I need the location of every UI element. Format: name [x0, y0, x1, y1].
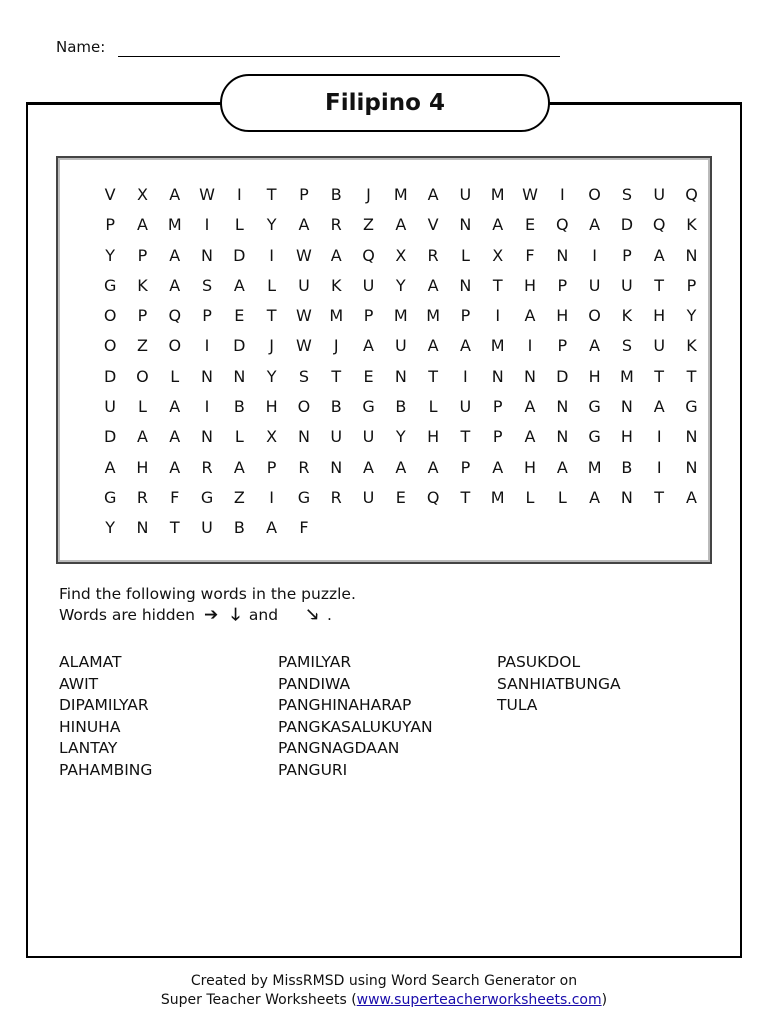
grid-cell: P — [137, 245, 148, 265]
grid-cell: W — [522, 185, 538, 204]
grid-cell: N — [620, 487, 633, 507]
grid-cell: N — [233, 366, 246, 386]
grid-cell: T — [266, 306, 277, 326]
grid-cell: K — [137, 275, 148, 295]
grid-cell: T — [654, 366, 665, 386]
grid-cell: Y — [266, 366, 277, 386]
grid-cell: K — [621, 306, 633, 326]
grid-cell: F — [525, 245, 535, 265]
grid-cell: B — [621, 457, 633, 477]
grid-cell: A — [266, 518, 278, 538]
word-item: PASUKDOL — [497, 653, 581, 671]
grid-cell: H — [588, 366, 601, 386]
word-list-column-3 — [497, 652, 621, 717]
grid-cell: A — [427, 275, 439, 295]
grid-cell: E — [234, 306, 245, 326]
grid-cell: Z — [233, 487, 245, 507]
grid-cell: A — [524, 427, 536, 447]
grid-cell: O — [588, 306, 601, 326]
word-item: SANHIATBUNGA — [497, 674, 621, 693]
grid-cell: N — [556, 245, 569, 265]
grid-cell: I — [527, 336, 533, 356]
grid-cell: O — [168, 336, 182, 356]
grid-cell: N — [201, 427, 214, 447]
grid-cell: N — [556, 427, 569, 447]
grid-cell: Q — [685, 185, 698, 204]
grid-cell: A — [169, 427, 181, 447]
grid-cell: A — [427, 185, 439, 204]
grid-cell: A — [169, 245, 181, 265]
word-item: HINUHA — [59, 717, 121, 736]
grid-cell: U — [459, 185, 472, 204]
grid-cell: T — [654, 275, 665, 295]
grid-cell: A — [169, 397, 181, 417]
grid-cell: A — [363, 336, 374, 356]
grid-cell: N — [330, 457, 343, 477]
grid-cell: W — [296, 306, 312, 326]
grid-cell: E — [363, 366, 374, 386]
word-item: PANGNAGDAAN — [278, 739, 400, 757]
grid-cell: N — [136, 518, 149, 538]
grid-cell: O — [297, 397, 311, 417]
grid-cell: H — [523, 457, 537, 477]
word-item: ALAMAT — [59, 653, 122, 671]
grid-cell: U — [201, 518, 213, 538]
grid-cell: M — [587, 457, 602, 477]
grid-cell: B — [233, 518, 245, 538]
word-item: LANTAY — [59, 739, 118, 757]
grid-cell: G — [200, 487, 214, 507]
grid-cell: A — [169, 185, 181, 204]
grid-cell: A — [233, 275, 245, 295]
grid-cell: U — [104, 397, 116, 417]
grid-cell: A — [524, 306, 536, 326]
grid-cell: X — [136, 185, 148, 204]
grid-cell: N — [620, 397, 633, 417]
grid-cell: Q — [426, 487, 440, 507]
title-banner — [220, 74, 550, 132]
grid-cell: U — [653, 336, 666, 356]
grid-cell: A — [363, 457, 374, 477]
grid-cell: U — [588, 275, 601, 295]
instructions-and: and — [248, 606, 279, 624]
grid-cell: T — [654, 487, 665, 507]
grid-cell: H — [523, 275, 537, 295]
grid-cell: T — [169, 518, 180, 538]
grid-cell: N — [201, 245, 214, 265]
grid-cell: U — [394, 336, 407, 356]
footer-line-2 — [0, 991, 768, 1010]
grid-cell: E — [395, 487, 406, 507]
grid-cell: P — [492, 427, 503, 447]
grid-cell: X — [266, 427, 278, 447]
grid-cell: I — [269, 487, 274, 507]
grid-cell: M — [490, 185, 505, 204]
grid-cell: K — [330, 275, 342, 295]
grid-cell: A — [395, 457, 407, 477]
grid-cell: L — [170, 366, 180, 386]
grid-cell: Q — [652, 215, 666, 235]
word-list-column-1 — [59, 652, 152, 781]
grid-cell: Y — [105, 518, 116, 538]
grid-cell: H — [427, 427, 440, 447]
grid-cell: U — [362, 275, 375, 295]
word-item: PANDIWA — [278, 674, 351, 693]
grid-cell: P — [266, 457, 277, 477]
grid-cell: N — [685, 457, 698, 477]
grid-cell: A — [459, 336, 471, 356]
grid-cell: R — [298, 457, 310, 477]
grid-cell: H — [653, 306, 666, 326]
grid-cell: A — [427, 457, 439, 477]
grid-cell: D — [233, 245, 246, 265]
grid-cell: X — [492, 245, 504, 265]
grid-cell: S — [621, 185, 632, 204]
grid-cell: U — [362, 487, 375, 507]
grid-cell: O — [136, 366, 149, 386]
grid-cell: M — [490, 336, 505, 356]
grid-cell: P — [460, 457, 471, 477]
grid-cell: T — [492, 275, 503, 295]
grid-cell: G — [588, 397, 601, 417]
grid-cell: A — [427, 336, 439, 356]
arrow-right-icon: ➔ — [203, 605, 219, 625]
grid-cell: A — [524, 397, 536, 417]
grid-cell: D — [103, 427, 117, 447]
grid-cell: Y — [395, 427, 406, 447]
instructions-prefix: Words are hidden — [59, 606, 196, 624]
grid-cell: G — [103, 275, 117, 295]
name-underline — [118, 56, 560, 57]
grid-cell: I — [236, 185, 242, 204]
footer-prefix: Super Teacher Worksheets ( — [160, 992, 357, 1008]
grid-cell: L — [557, 487, 567, 507]
grid-cell: T — [331, 366, 342, 386]
grid-cell: N — [524, 366, 536, 386]
grid-cell: V — [427, 215, 439, 235]
grid-cell: U — [459, 397, 472, 417]
grid-cell: P — [460, 306, 471, 326]
arrow-down-icon: 🡓 — [231, 605, 240, 625]
grid-cell: O — [103, 306, 117, 326]
word-item: PAMILYAR — [278, 653, 352, 671]
grid-cell: Y — [395, 275, 406, 295]
grid-cell: J — [269, 336, 274, 356]
grid-cell: P — [363, 306, 374, 326]
grid-cell: N — [297, 427, 310, 447]
grid-cell: F — [170, 487, 180, 507]
grid-cell: N — [685, 427, 698, 447]
grid-cell: N — [394, 366, 407, 386]
grid-cell: E — [524, 215, 536, 235]
grid-cell: L — [137, 397, 147, 417]
grid-cell: I — [204, 215, 210, 235]
footer — [0, 972, 768, 1010]
grid-cell: A — [556, 457, 568, 477]
grid-cell: O — [103, 336, 117, 356]
grid-cell: W — [199, 185, 215, 204]
grid-cell: I — [495, 306, 501, 326]
grid-cell: P — [202, 306, 212, 326]
grid-cell: G — [362, 397, 375, 417]
instructions-line-1: Find the following words in the puzzle. — [59, 585, 356, 603]
grid-cell: Y — [266, 215, 277, 235]
grid-cell: M — [167, 215, 182, 235]
grid-cell: P — [622, 245, 632, 265]
grid-cell: N — [201, 366, 214, 386]
grid-cell: W — [296, 336, 312, 356]
grid-cell: A — [233, 457, 245, 477]
grid-cell: K — [686, 215, 697, 235]
instructions-line-2 — [59, 605, 356, 626]
grid-cell: H — [556, 306, 569, 326]
grid-cell: I — [656, 427, 662, 447]
grid-cell: R — [136, 487, 148, 507]
footer-link[interactable]: www.superteacherworksheets.com — [356, 992, 602, 1008]
grid-cell: R — [427, 245, 439, 265]
grid-cell: I — [204, 336, 210, 356]
footer-suffix: ) — [601, 992, 608, 1008]
grid-cell: P — [299, 185, 309, 204]
grid-cell: S — [201, 275, 213, 295]
grid-cell: J — [333, 336, 339, 356]
grid-cell: D — [556, 366, 569, 386]
grid-cell: P — [105, 215, 115, 235]
grid-cell: Q — [168, 306, 182, 326]
instructions-period: . — [326, 606, 332, 624]
word-item: PAHAMBING — [59, 760, 153, 779]
word-search-grid — [94, 180, 708, 544]
grid-cell: B — [233, 397, 245, 417]
grid-cell: L — [267, 275, 277, 295]
grid-cell: A — [589, 336, 601, 356]
word-item: PANGURI — [278, 760, 348, 779]
page-title: Filipino 4 — [325, 90, 445, 116]
grid-cell: P — [686, 275, 697, 295]
grid-cell: U — [330, 427, 343, 447]
grid-cell: M — [426, 306, 441, 326]
grid-cell: A — [169, 275, 181, 295]
grid-cell: P — [557, 336, 568, 356]
grid-cell: Z — [136, 336, 148, 356]
grid-cell: K — [686, 336, 697, 356]
grid-cell: A — [492, 457, 504, 477]
grid-cell: I — [463, 366, 468, 386]
grid-cell: U — [653, 185, 666, 204]
grid-cell: L — [428, 397, 438, 417]
grid-cell: R — [330, 215, 342, 235]
grid-cell: A — [136, 427, 148, 447]
grid-cell: P — [137, 306, 148, 326]
grid-cell: J — [366, 185, 371, 204]
grid-cell: B — [395, 397, 407, 417]
grid-cell: Q — [362, 245, 375, 265]
grid-cell: F — [299, 518, 309, 538]
grid-cell: T — [428, 366, 438, 386]
grid-cell: M — [393, 306, 408, 326]
grid-cell: A — [298, 215, 310, 235]
word-item: TULA — [497, 696, 538, 714]
grid-cell: H — [136, 457, 149, 477]
grid-cell: A — [330, 245, 342, 265]
grid-cell: T — [686, 366, 697, 386]
grid-cell: Y — [105, 245, 116, 265]
grid-cell: Q — [556, 215, 569, 235]
grid-cell: N — [685, 245, 698, 265]
grid-cell: I — [269, 245, 274, 265]
grid-cell: A — [686, 487, 697, 507]
grid-cell: P — [492, 397, 503, 417]
grid-cell: N — [491, 366, 504, 386]
word-item: PANGHINAHARAP — [278, 696, 412, 714]
grid-cell: T — [460, 487, 471, 507]
grid-cell: A — [136, 215, 148, 235]
grid-cell: W — [296, 245, 312, 265]
grid-cell: D — [103, 366, 117, 386]
grid-cell: G — [685, 397, 698, 417]
grid-cell: R — [201, 457, 213, 477]
footer-line-1: Created by MissRMSD using Word Search Generator on — [190, 973, 578, 989]
word-item: DIPAMILYAR — [59, 696, 149, 714]
grid-cell: V — [104, 185, 116, 204]
grid-cell: A — [589, 487, 601, 507]
grid-cell: I — [204, 397, 210, 417]
grid-cell: I — [656, 457, 662, 477]
grid-cell: U — [298, 275, 310, 295]
grid-cell: A — [653, 245, 665, 265]
grid-cell: R — [330, 487, 342, 507]
grid-cell: N — [459, 275, 472, 295]
grid-cell: T — [460, 427, 471, 447]
arrow-diagonal-icon: 🡖 — [306, 605, 318, 625]
grid-cell: I — [592, 245, 597, 265]
grid-cell: A — [492, 215, 504, 235]
word-item: PANGKASALUKUYAN — [278, 717, 433, 736]
grid-cell: A — [653, 397, 665, 417]
grid-cell: X — [395, 245, 407, 265]
grid-cell: M — [329, 306, 344, 326]
grid-cell: D — [233, 336, 246, 356]
grid-cell: S — [621, 336, 632, 356]
grid-cell: M — [393, 185, 408, 204]
grid-cell: G — [103, 487, 117, 507]
grid-cell: U — [621, 275, 633, 295]
grid-cell: H — [265, 397, 278, 417]
word-list-column-2 — [278, 652, 433, 781]
grid-cell: N — [556, 397, 569, 417]
grid-cell: L — [234, 427, 244, 447]
grid-cell: G — [588, 427, 601, 447]
grid-cell: L — [234, 215, 244, 235]
grid-cell: G — [297, 487, 311, 507]
grid-cell: B — [330, 185, 342, 204]
grid-cell: D — [620, 215, 634, 235]
grid-cell: Y — [686, 306, 697, 326]
grid-cell: H — [620, 427, 633, 447]
grid-cell: Z — [363, 215, 374, 235]
grid-cell: A — [169, 457, 181, 477]
grid-cell: N — [459, 215, 472, 235]
grid-cell: L — [460, 245, 470, 265]
instructions — [59, 584, 356, 626]
grid-cell: U — [362, 427, 375, 447]
grid-cell: M — [490, 487, 505, 507]
grid-cell: I — [559, 185, 565, 204]
name-label: Name: — [56, 38, 106, 56]
word-item: AWIT — [59, 674, 99, 693]
grid-cell: A — [589, 215, 601, 235]
name-field — [56, 38, 105, 56]
grid-cell: A — [104, 457, 116, 477]
grid-cell: B — [330, 397, 342, 417]
grid-cell: S — [298, 366, 309, 386]
grid-cell: P — [557, 275, 568, 295]
grid-cell: T — [266, 185, 277, 204]
grid-cell: M — [619, 366, 634, 386]
grid-cell: L — [525, 487, 535, 507]
grid-cell: A — [395, 215, 407, 235]
grid-cell: O — [588, 185, 601, 204]
